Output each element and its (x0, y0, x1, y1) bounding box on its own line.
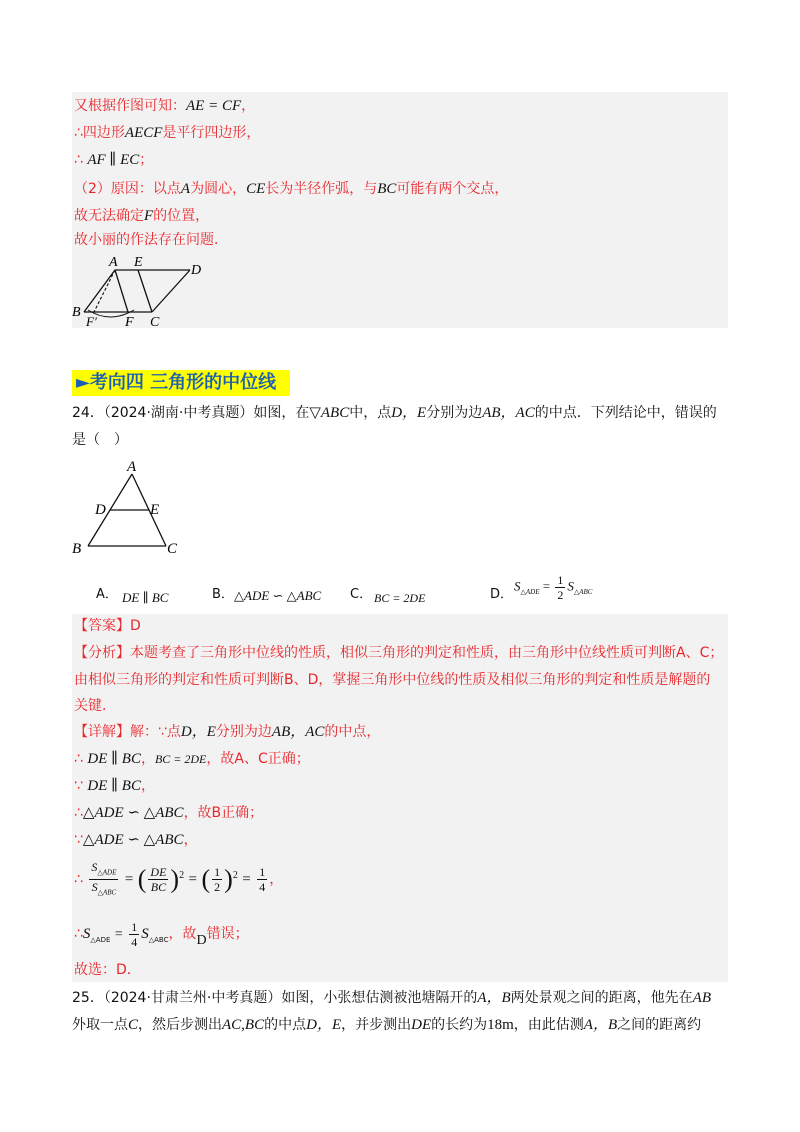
figure-label: A (109, 255, 118, 270)
question-24-line: 是（ ） (72, 432, 128, 448)
figure-label: C (167, 541, 178, 557)
figure-label: E (134, 255, 143, 270)
option-a-text: DE ∥ BC (122, 590, 169, 605)
triangle-figure (66, 456, 186, 560)
option-a[interactable]: A． (96, 587, 118, 602)
solution-line: ∴四边形AECF是平行四边形， (74, 125, 261, 141)
option-b[interactable]: B． (212, 587, 234, 602)
detail-line: ∴ DE ∥ BC，BC = 2DE，故A、C正确； (74, 751, 310, 767)
figure-label: F′ (86, 314, 97, 328)
figure-label: B (72, 305, 81, 320)
figure-label: F (125, 315, 134, 328)
detail-line: ∴△ADE ∽ △ABC，故B正确； (74, 805, 264, 821)
figure-label: E (150, 502, 160, 518)
figure-label: B (72, 541, 82, 557)
detail-line: ∵ DE ∥ BC， (74, 778, 155, 794)
analysis-line: 关键． (74, 698, 116, 714)
option-c-text: BC = 2DE (374, 591, 426, 605)
solution-line: 故小丽的作法存在问题． (74, 232, 228, 248)
solution-line: 故无法确定F的位置， (74, 208, 210, 224)
detail-line: ∵△ADE ∽ △ABC， (74, 832, 198, 848)
solution-line: ∴ AF ∥ EC； (74, 152, 154, 168)
analysis-line: 由相似三角形的判定和性质可判断B、D，掌握三角形中位线的性质及相似三角形的判定和性质是解题的 (74, 672, 711, 688)
figure-label: C (150, 315, 160, 328)
section-heading: ►考向四 三角形的中位线 (72, 370, 290, 396)
ratio-equation: ∴ $\frac{S_{\triangle ADE}}{S_{\triangle ABC}}$ = ( $\frac{DE}{BC}$ )$^2$ = ( $\frac{1}{2}$ )$^2$ = $\frac{1}{4}$ ， (74, 859, 284, 897)
detail-line: 【详解】解：∵点D，E分别为边AB，AC的中点， (74, 724, 381, 740)
figure-label: D (191, 263, 202, 278)
analysis-line: 【分析】本题考查了三角形中位线的性质，相似三角形的判定和性质，由三角形中位线性质可判断A、C； (74, 645, 724, 661)
answer-label: 【答案】D (74, 618, 141, 634)
answer-choice: 故选：D． (74, 962, 141, 978)
question-25-line: 25．（2024·甘肃兰州·中考真题）如图，小张想估测被池塘隔开的A，B两处景观之间的距离，他先在AB (72, 990, 711, 1006)
figure-label: A (127, 459, 137, 475)
question-25-line: 外取一点C，然后步测出AC,BC的中点D，E，并步测出DE的长约为18m，由此估测A，B之间的距离约 (72, 1017, 702, 1033)
option-d[interactable]: D． (490, 587, 514, 602)
area-conclusion: $\therefore S_{\triangle ADE}$ = $\frac{1}{4}$ $S_{\triangle ABC}$，故D错误； (74, 919, 249, 949)
parallelogram-figure (70, 252, 220, 328)
option-c[interactable]: C． (350, 587, 373, 602)
figure-label: D (95, 502, 106, 518)
solution-line: 又根据作图可知：AE = CF， (74, 98, 256, 114)
option-b-text: △ADE ∽ △ABC (234, 588, 322, 603)
solution-line: （2）原因：以点A为圆心，CE长为半径作弧，与BC可能有两个交点， (74, 181, 509, 197)
question-24-line: 24．（2024·湖南·中考真题）如图，在▽ABC中，点D，E分别为边AB，AC的中点．下列结论中，错误的 (72, 405, 717, 421)
option-d-text: $S_{\triangle ADE}$ = $\frac{1}{2}$ $S_{\triangle ABC}$ (514, 573, 593, 602)
